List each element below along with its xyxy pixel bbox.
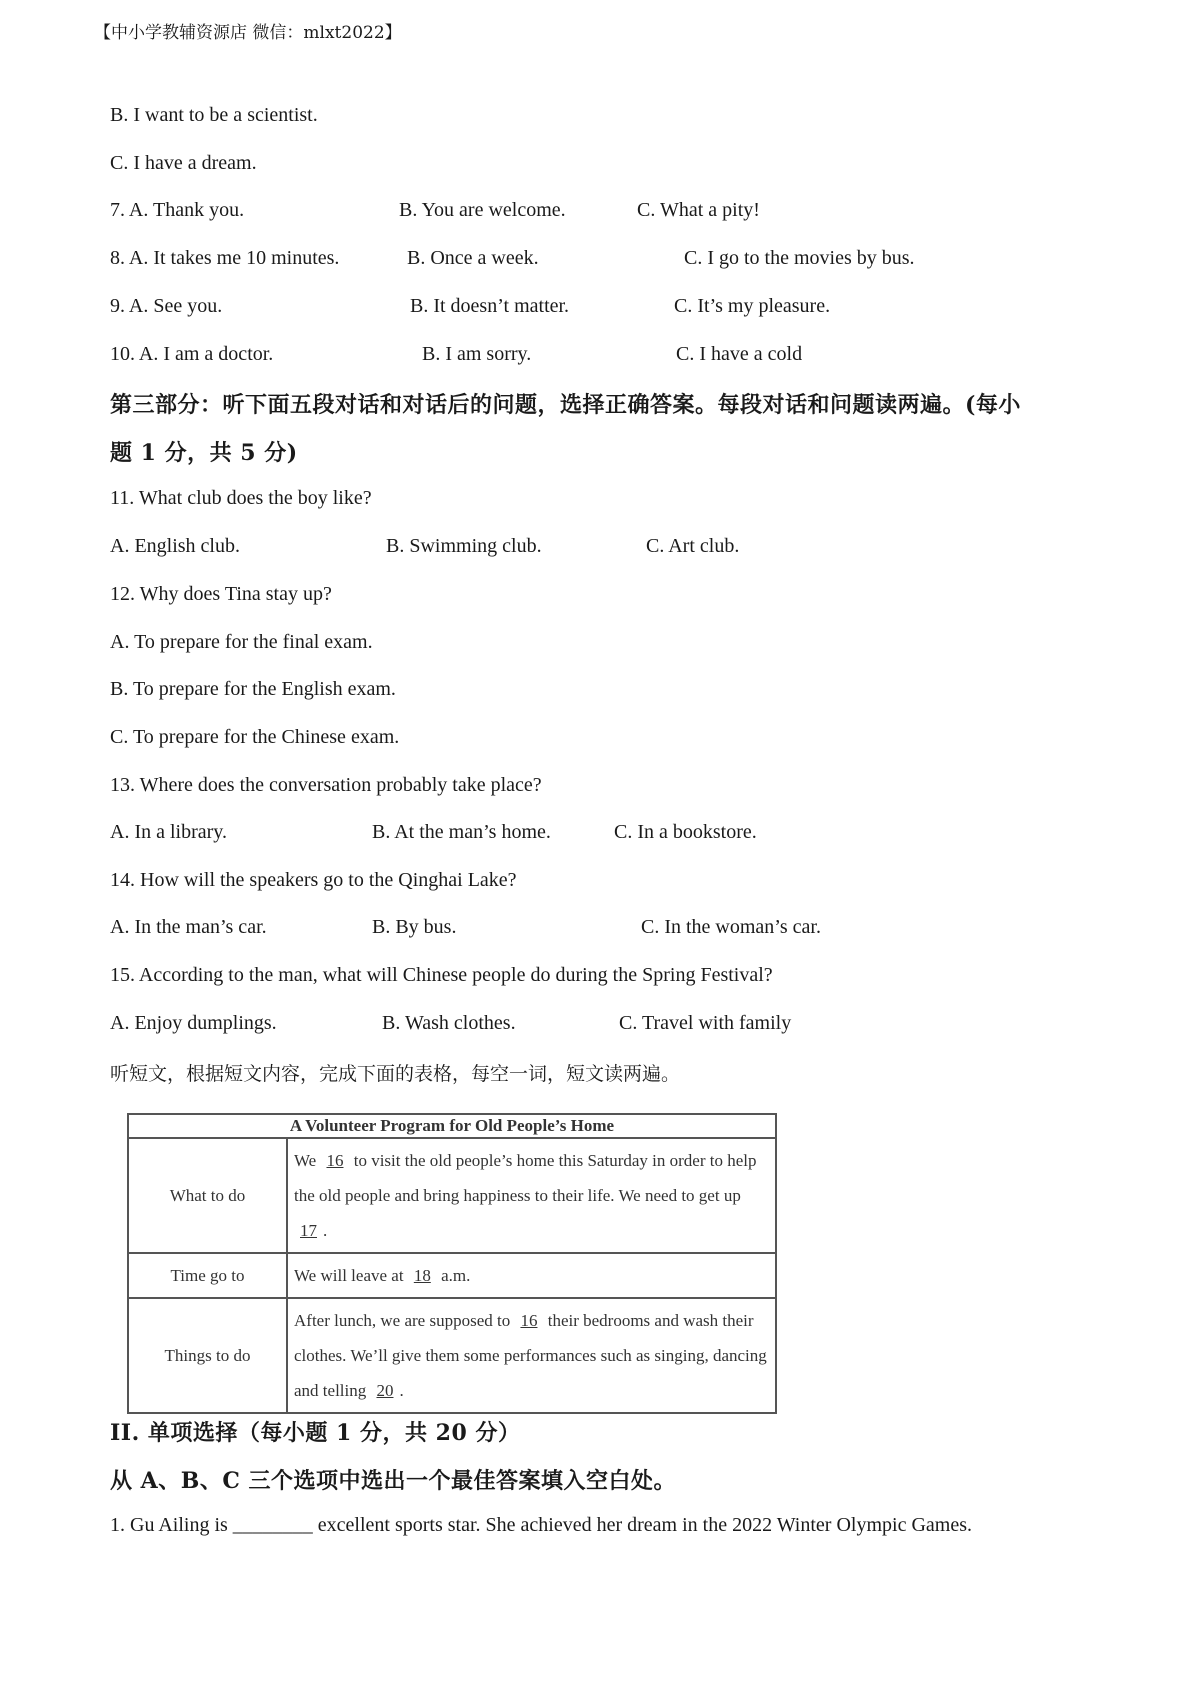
section2-title: II. 单项选择（每小题 1 分，共 20 分） (110, 1420, 521, 1446)
q13-option-b: B. At the man’s home. (372, 821, 551, 843)
row-label-time: Time go to (128, 1253, 287, 1298)
blank-17: 17 (300, 1221, 317, 1240)
q8-option-c: C. I go to the movies by bus. (684, 247, 915, 269)
q7-option-c: C. What a pity! (637, 199, 760, 221)
q14-option-a: A. In the man’s car. (110, 916, 267, 938)
table-row (128, 1253, 776, 1298)
q9-option-a: 9. A. See you. (110, 295, 223, 317)
q12-option-b: B. To prepare for the English exam. (110, 678, 396, 700)
page-header: 【中小学教辅资源店 微信：mlxt2022】 (94, 23, 402, 43)
q10-option-c: C. I have a cold (676, 343, 803, 365)
q10-option-b: B. I am sorry. (422, 343, 532, 365)
q15-stem: 15. According to the man, what will Chinese people do during the Spring Festival? (110, 964, 773, 986)
q14-stem: 14. How will the speakers go to the Qinghai Lake? (110, 869, 517, 891)
q11-option-c: C. Art club. (646, 535, 740, 557)
q13-option-c: C. In a bookstore. (614, 821, 757, 843)
row-label-things-to-do: Things to do (128, 1298, 287, 1413)
row-text-time: We will leave at 18 a.m. (287, 1253, 776, 1298)
q15-option-a: A. Enjoy dumplings. (110, 1012, 277, 1034)
blank-16: 16 (326, 1151, 344, 1170)
q8-option-a: 8. A. It takes me 10 minutes. (110, 247, 340, 269)
q15-option-c: C. Travel with family (619, 1012, 792, 1034)
q9-option-b: B. It doesn’t matter. (410, 295, 570, 317)
table-row (128, 1298, 776, 1413)
table-row (128, 1138, 776, 1253)
blank-20: 20 (376, 1381, 394, 1400)
volunteer-program-table (127, 1113, 777, 1414)
q7-option-a: 7. A. Thank you. (110, 199, 245, 221)
q13-stem: 13. Where does the conversation probably take place? (110, 774, 542, 796)
q15-option-b: B. Wash clothes. (382, 1012, 516, 1034)
row-text-things-to-do: After lunch, we are supposed to 16 their bedrooms and wash their clothes. We’ll give them some performances such as singing, dancing and telling 20 . (287, 1298, 776, 1413)
q11-option-b: B. Swimming club. (386, 535, 542, 557)
row-text-what-to-do: We 16 to visit the old people’s home this Saturday in order to help the old people and bring happiness to their life. We need to get up 17 . (287, 1138, 776, 1253)
q9-option-c: C. It’s my pleasure. (674, 295, 831, 317)
table-title: A Volunteer Program for Old People’s Home (128, 1114, 776, 1138)
part3-heading-line2: 题 1 分，共 5 分) (110, 440, 298, 466)
q6-option-c: C. I have a dream. (110, 152, 257, 174)
section2-instruction: 从 A、B、C 三个选项中选出一个最佳答案填入空白处。 (110, 1468, 676, 1494)
q11-option-a: A. English club. (110, 535, 240, 557)
section2-question-1: 1. Gu Ailing is ________ excellent sports star. She achieved her dream in the 2022 Winter Olympic Games. (110, 1514, 972, 1536)
blank-16b: 16 (520, 1311, 538, 1330)
q11-stem: 11. What club does the boy like? (110, 487, 372, 509)
q13-option-a: A. In a library. (110, 821, 227, 843)
q12-option-c: C. To prepare for the Chinese exam. (110, 726, 400, 748)
q14-option-c: C. In the woman’s car. (641, 916, 821, 938)
row-label-what-to-do: What to do (128, 1138, 287, 1253)
blank-18: 18 (413, 1266, 431, 1285)
q10-option-a: 10. A. I am a doctor. (110, 343, 274, 365)
listening-instruction: 听短文，根据短文内容，完成下面的表格，每空一词，短文读两遍。 (110, 1063, 681, 1085)
q12-stem: 12. Why does Tina stay up? (110, 583, 332, 605)
q6-option-b: B. I want to be a scientist. (110, 104, 318, 126)
part3-heading-line1: 第三部分：听下面五段对话和对话后的问题，选择正确答案。每段对话和问题读两遍。(每小 (110, 392, 1021, 418)
q7-option-b: B. You are welcome. (399, 199, 566, 221)
q8-option-b: B. Once a week. (407, 247, 539, 269)
q14-option-b: B. By bus. (372, 916, 457, 938)
q12-option-a: A. To prepare for the final exam. (110, 631, 373, 653)
